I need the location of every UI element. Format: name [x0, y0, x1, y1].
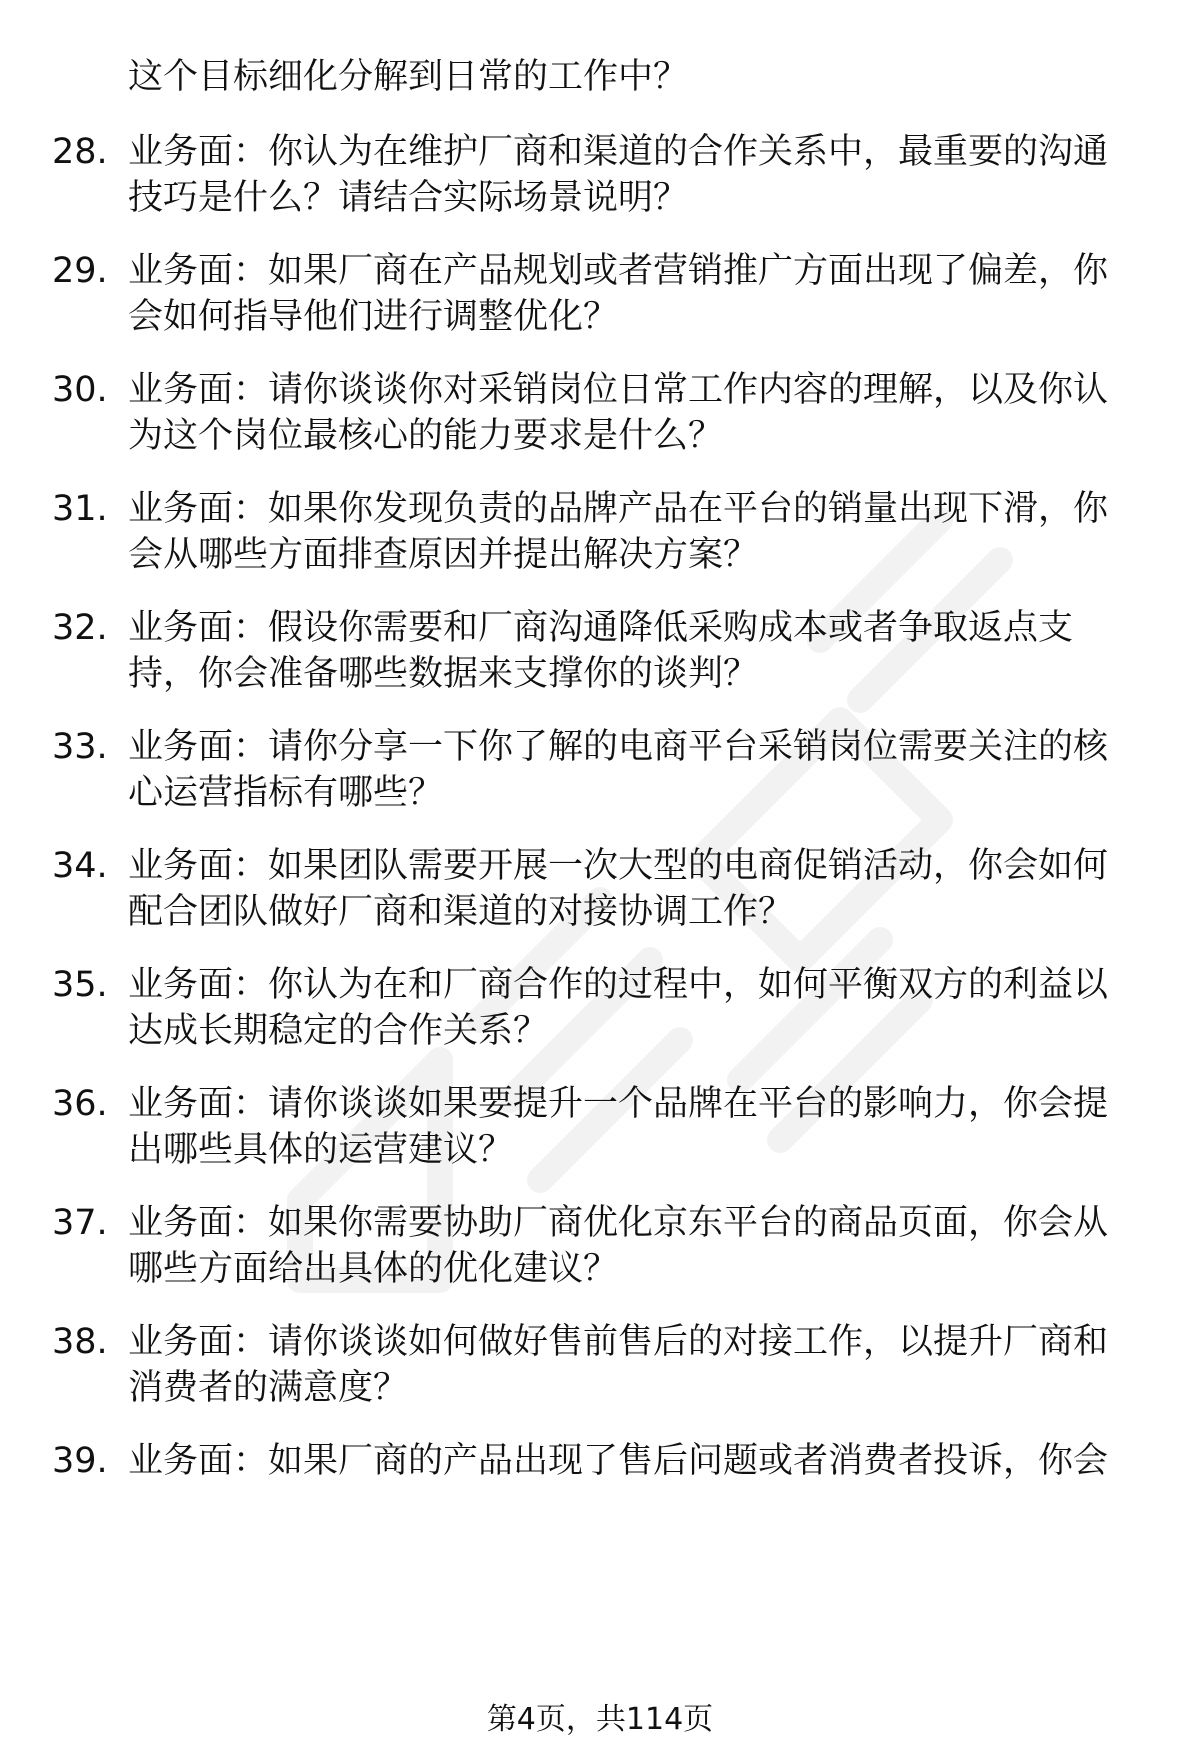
question-text-line: 业务面：如果团队需要开展一次大型的电商促销活动，你会如何: [128, 846, 1109, 886]
question-number: 33.: [52, 727, 108, 767]
page-number: 第4页，共114页: [486, 1702, 714, 1737]
question-text-line: 技巧是什么？请结合实际场景说明？: [128, 178, 689, 218]
question-text-line: 业务面：你认为在和厂商合作的过程中，如何平衡双方的利益以: [128, 965, 1109, 1005]
question-text-line: 心运营指标有哪些？: [128, 773, 444, 813]
question-text-line: 业务面：如果厂商在产品规划或者营销推广方面出现了偏差，你: [128, 251, 1109, 291]
continuation-text: 这个目标细化分解到日常的工作中？: [128, 57, 689, 97]
question-number: 30.: [52, 370, 108, 410]
question-number: 32.: [52, 608, 108, 648]
question-text-line: 会如何指导他们进行调整优化？: [128, 297, 619, 337]
question-text-line: 业务面：如果你发现负责的品牌产品在平台的销量出现下滑，你: [128, 489, 1109, 529]
question-text-line: 哪些方面给出具体的优化建议？: [128, 1249, 619, 1289]
question-text-line: 业务面：请你谈谈如何做好售前售后的对接工作，以提升厂商和: [128, 1322, 1109, 1362]
question-text-line: 持，你会准备哪些数据来支撑你的谈判？: [128, 654, 759, 694]
question-number: 34.: [52, 846, 108, 886]
question-text-line: 消费者的满意度？: [128, 1368, 409, 1408]
question-text-line: 业务面：你认为在维护厂商和渠道的合作关系中，最重要的沟通: [128, 132, 1109, 172]
question-number: 37.: [52, 1203, 108, 1243]
question-text-line: 配合团队做好厂商和渠道的对接协调工作？: [128, 892, 794, 932]
question-number: 38.: [52, 1322, 108, 1362]
question-number: 39.: [52, 1441, 108, 1481]
question-text-line: 达成长期稳定的合作关系？: [128, 1011, 549, 1051]
question-text-line: 会从哪些方面排查原因并提出解决方案？: [128, 535, 759, 575]
question-number: 28.: [52, 132, 108, 172]
question-text-line: 出哪些具体的运营建议？: [128, 1130, 514, 1170]
question-text-line: 业务面：请你谈谈如果要提升一个品牌在平台的影响力，你会提: [128, 1084, 1109, 1124]
question-text-line: 为这个岗位最核心的能力要求是什么？: [128, 416, 724, 456]
question-text-line: 业务面：请你分享一下你了解的电商平台采销岗位需要关注的核: [128, 727, 1109, 767]
question-text-line: 业务面：如果厂商的产品出现了售后问题或者消费者投诉，你会: [128, 1441, 1109, 1481]
question-text-line: 业务面：如果你需要协助厂商优化京东平台的商品页面，你会从: [128, 1203, 1109, 1243]
question-text-line: 业务面：假设你需要和厂商沟通降低采购成本或者争取返点支: [128, 608, 1074, 648]
question-number: 35.: [52, 965, 108, 1005]
question-number: 31.: [52, 489, 108, 529]
question-text-line: 业务面：请你谈谈你对采销岗位日常工作内容的理解，以及你认: [128, 370, 1109, 410]
question-number: 29.: [52, 251, 108, 291]
question-number: 36.: [52, 1084, 108, 1124]
